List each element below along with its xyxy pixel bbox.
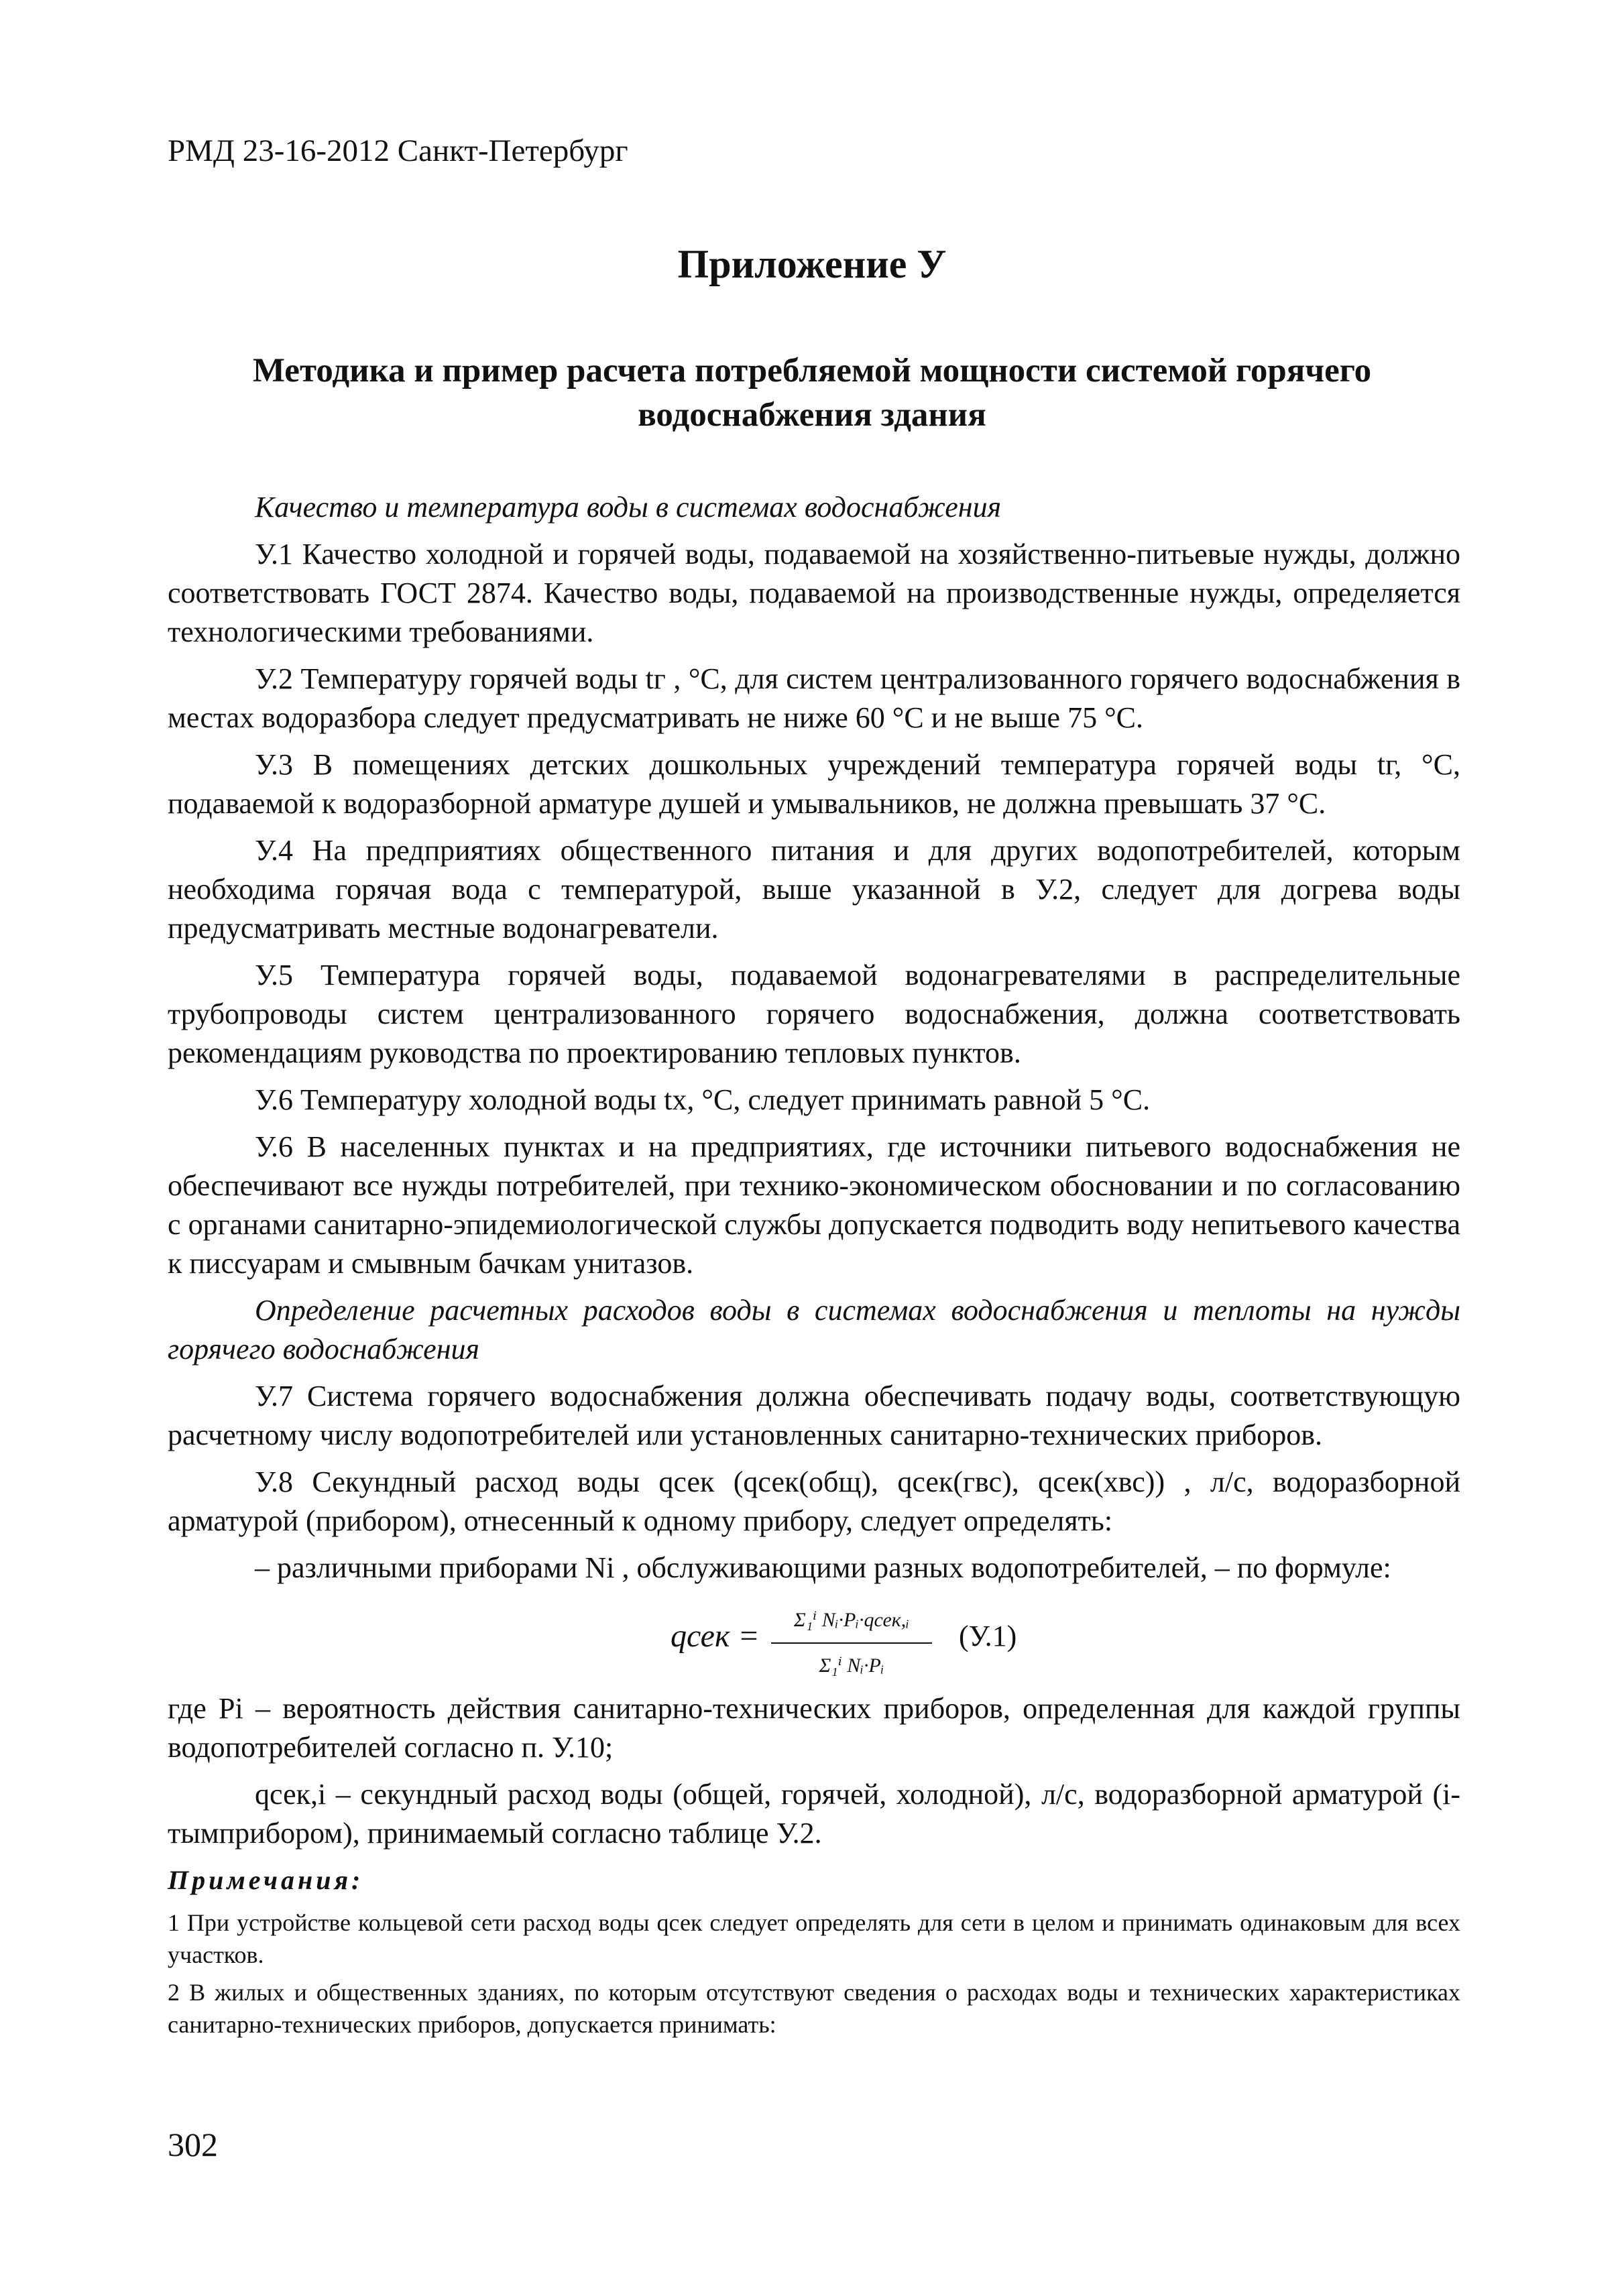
- paragraph-u6-cold: У.6 Температуру холодной воды tх, °С, следует принимать равной 5 °С.: [255, 1083, 1151, 1116]
- paragraph-u6-nonpotable: У.6 В населенных пунктах и на предприятиях, где источники питьевого водоснабжения не обеспечивают все нужды потребителей, при технико-экономическом обосновании и по согласованию с органами санитарно-эпидемиологической службы допускается подводить воду непитьевого качества к писсуарам и смывным бачкам унитазов.: [168, 1130, 1460, 1280]
- paragraph-u5: У.5 Температура горячей воды, подаваемой водонагревателями в распределительные трубопроводы систем централизованного горячего водоснабжения, должна соответствовать рекомендациям руководства по проектированию тепловых пунктов.: [168, 959, 1460, 1069]
- paragraph-u4: У.4 На предприятиях общественного питания и для других водопотребителей, которым необходима горячая вода с температурой, выше указанной в У.2, следует для догрева воды предусматривать местные водонагреватели.: [168, 834, 1460, 945]
- paragraph-u7: У.7 Система горячего водоснабжения должна обеспечивать подачу воды, соответствующую расчетному числу водопотребителей или установленных санитарно-технических приборов.: [168, 1380, 1460, 1451]
- formula-numerator: Σ₁ⁱ Nᵢ·Pᵢ·qсек,ᵢ: [771, 1601, 932, 1644]
- appendix-title: Приложение У: [677, 242, 947, 286]
- note-1: 1 При устройстве кольцевой сети расход воды qсек следует определять для сети в целом и принимать одинаковым для всех участков.: [168, 1909, 1460, 1968]
- paragraph-u8: У.8 Секундный расход воды qсек (qсек(общ), qсек(гвс), qсек(хвс)) , л/с, водоразборной арматурой (прибором), отнесенный к одному прибору, следует определять:: [168, 1465, 1460, 1537]
- formula-u1: [168, 1595, 1460, 1683]
- paragraph-u2: У.2 Температуру горячей воды tг , °С, для систем централизованного горячего водоснабжения в местах водоразбора следует предусматривать не ниже 60 °С и не выше 75 °С.: [168, 662, 1460, 734]
- notes-title: Примечания:: [168, 1865, 364, 1895]
- formula-denominator: Σ₁ⁱ Nᵢ·Pᵢ: [819, 1654, 884, 1677]
- paragraph-u1: У.1 Качество холодной и горячей воды, подаваемой на хозяйственно-питьевые нужды, должно соответствовать ГОСТ 2874. Качество воды, подаваемой на производственные нужды, определяется технологическими требованиями.: [168, 538, 1460, 648]
- section-title-flow: Определение расчетных расходов воды в системах водоснабжения и теплоты на нужды горячего водоснабжения: [168, 1294, 1460, 1366]
- paragraph-pi-def: где Pi – вероятность действия санитарно-технических приборов, определенная для каждой группы водопотребителей согласно п. У.10;: [168, 1692, 1460, 1764]
- notes-block: [168, 1907, 1460, 2041]
- note-2: 2 В жилых и общественных зданиях, по которым отсутствуют сведения о расходах воды и технических характеристиках санитарно-технических приборов, допускается принимать:: [168, 1979, 1460, 2038]
- paragraph-formula-intro: – различными приборами Ni , обслуживающими разных водопотребителей, – по формуле:: [255, 1551, 1391, 1584]
- document-subtitle: Методика и пример расчета потребляемой мощности системой горячего водоснабжения здания: [252, 352, 1372, 434]
- section-title-quality: Качество и температура воды в системах водоснабжения: [255, 491, 1002, 524]
- document-body: [168, 488, 1460, 2046]
- formula-lhs: qсек =: [671, 1618, 760, 1654]
- formula-label: (У.1): [959, 1620, 1017, 1652]
- page-number: 302: [168, 2126, 218, 2163]
- paragraph-u3: У.3 В помещениях детских дошкольных учреждений температура горячей воды tг, °С, подаваемой к водоразборной арматуре душей и умывальников, не должна превышать 37 °С.: [168, 748, 1460, 820]
- document-header: РМД 23-16-2012 Санкт-Петербург: [168, 133, 628, 168]
- paragraph-qsek-def: qсек,i – секундный расход воды (общей, горячей, холодной), л/с, водоразборной арматурой (i-тымприбором), принимаемый согласно таблице У.2.: [168, 1778, 1460, 1850]
- formula-fraction: [771, 1601, 932, 1685]
